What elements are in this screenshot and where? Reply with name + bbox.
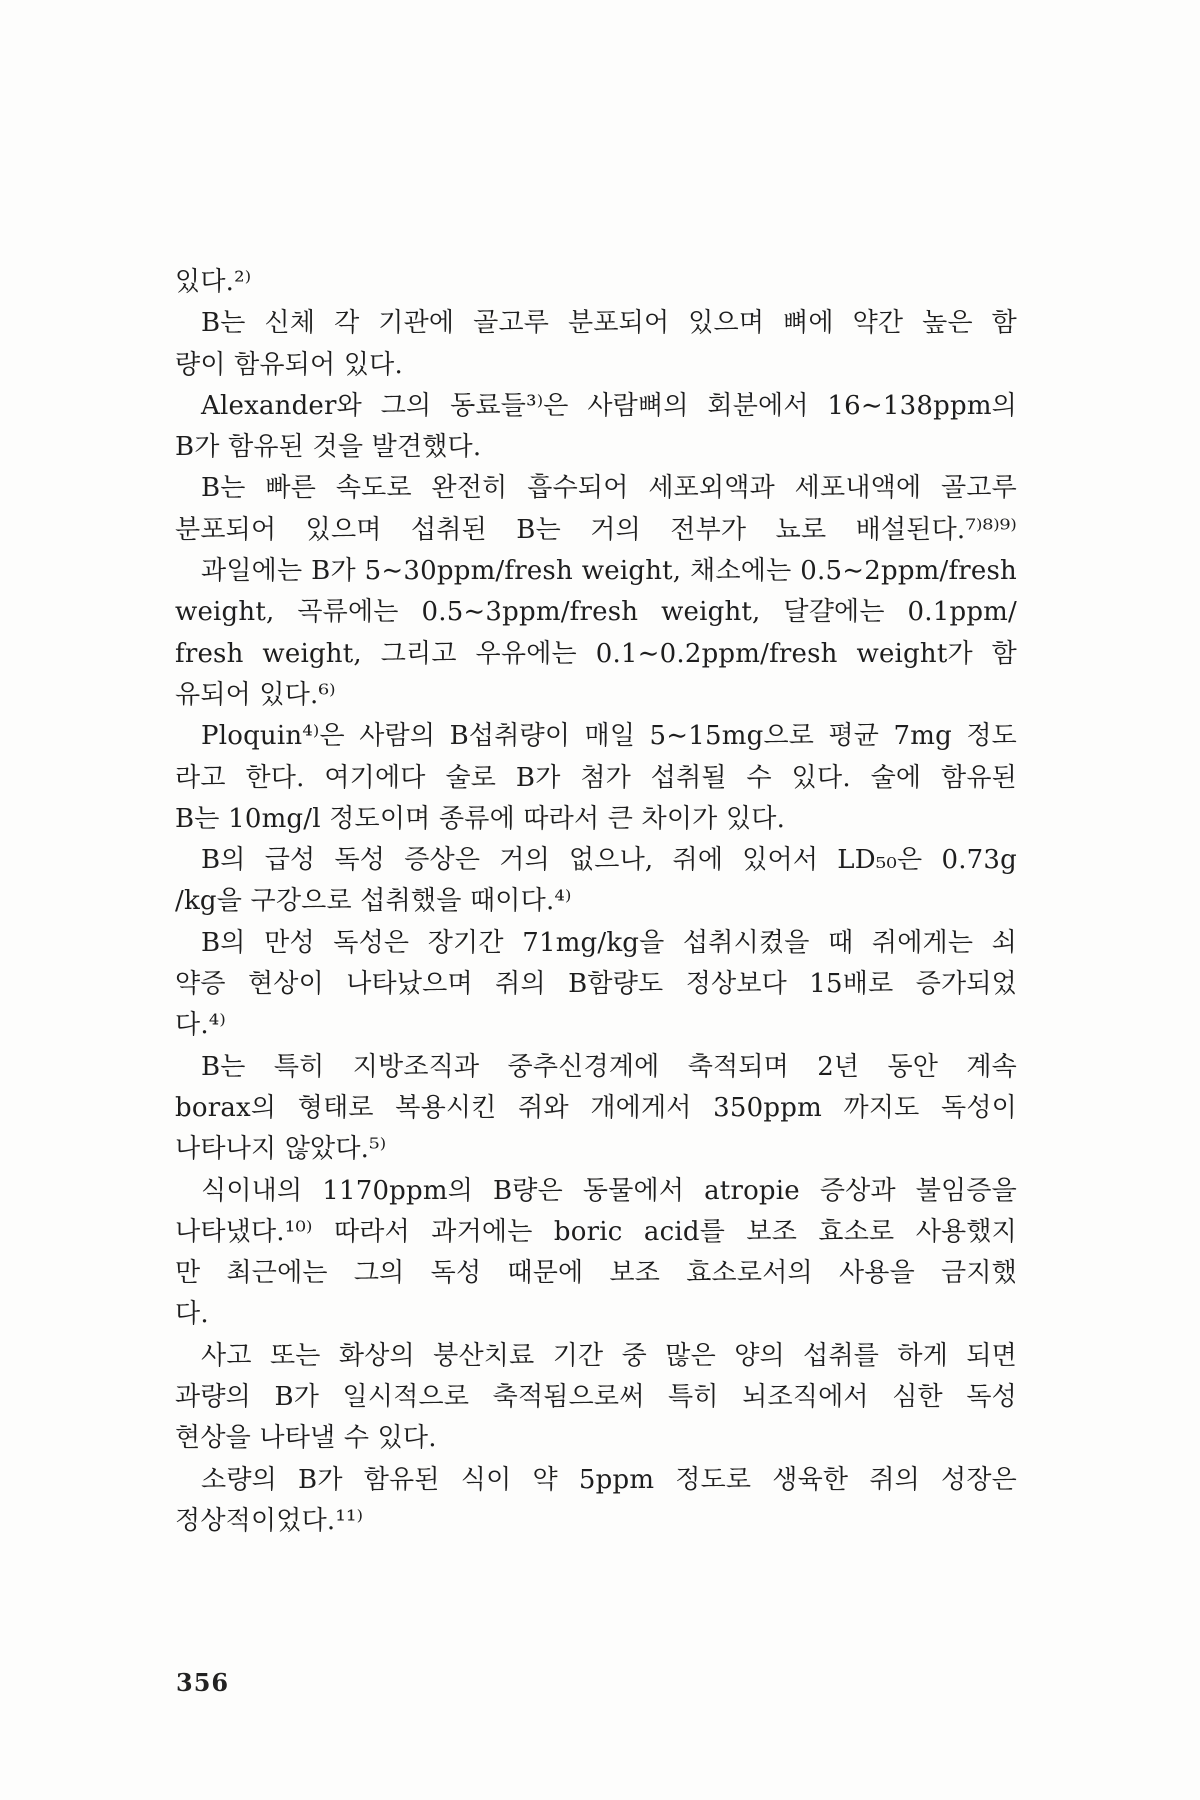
text-line: /kg을 구강으로 섭취했을 때이다.⁴⁾ xyxy=(175,886,572,917)
text-line: B의 급성 독성 증상은 거의 없으나, 쥐에 있어서 LD₅₀은 0.73g xyxy=(201,845,1017,876)
text-line: 사고 또는 화상의 붕산치료 기간 중 많은 양의 섭취를 하게 되면 xyxy=(201,1340,1017,1371)
text-line: 약증 현상이 나타났으며 쥐의 B함량도 정상보다 15배로 증가되었 xyxy=(175,969,1017,1000)
text-line: 과량의 B가 일시적으로 축적됨으로써 특히 뇌조직에서 심한 독성 xyxy=(175,1382,1017,1413)
text-line: 나타나지 않았다.⁵⁾ xyxy=(175,1134,387,1165)
text-line: B는 신체 각 기관에 골고루 분포되어 있으며 뼈에 약간 높은 함 xyxy=(201,308,1017,339)
text-line: 나타냈다.¹⁰⁾ 따라서 과거에는 boric acid를 보조 효소로 사용했지 xyxy=(175,1216,1017,1247)
text-line: 분포되어 있으며 섭취된 B는 거의 전부가 뇨로 배설된다.⁷⁾⁸⁾⁹⁾ xyxy=(175,514,1017,545)
text-line: weight, 곡류에는 0.5∼3ppm/fresh weight, 달걀에는 0.1ppm/ xyxy=(175,597,1017,628)
text-line: B가 함유된 것을 발견했다. xyxy=(175,432,482,463)
text-line: Alexander와 그의 동료들³⁾은 사람뼈의 회분에서 16∼138ppm의 xyxy=(201,390,1017,421)
text-line: B의 만성 독성은 장기간 71mg/kg을 섭취시켰을 때 쥐에게는 쇠 xyxy=(201,927,1017,958)
text-line: 식이내의 1170ppm의 B량은 동물에서 atropie 증상과 불임증을 xyxy=(201,1175,1017,1206)
text-line: 소량의 B가 함유된 식이 약 5ppm 정도로 생육한 쥐의 성장은 xyxy=(201,1464,1017,1495)
text-line: 다. xyxy=(175,1299,209,1330)
text-line: B는 10mg/l 정도이며 종류에 따라서 큰 차이가 있다. xyxy=(175,803,786,834)
text-line: fresh weight, 그리고 우유에는 0.1∼0.2ppm/fresh weight가 함 xyxy=(175,638,1017,669)
text-line: B는 빠른 속도로 완전히 흡수되어 세포외액과 세포내액에 골고루 xyxy=(201,473,1017,504)
text-line: 라고 한다. 여기에다 술로 B가 첨가 섭취될 수 있다. 술에 함유된 xyxy=(175,762,1017,793)
text-line: Ploquin⁴⁾은 사람의 B섭취량이 매일 5∼15mg으로 평균 7mg 정도 xyxy=(201,721,1017,752)
text-line: 만 최근에는 그의 독성 때문에 보조 효소로서의 사용을 금지했 xyxy=(175,1258,1017,1289)
text-line: 있다.²⁾ xyxy=(175,267,252,297)
text-line: 정상적이었다.¹¹⁾ xyxy=(175,1505,364,1536)
text-line: 다.⁴⁾ xyxy=(175,1010,226,1041)
text-line: 량이 함유되어 있다. xyxy=(175,349,403,380)
text-line: B는 특히 지방조직과 중추신경계에 축적되며 2년 동안 계속 xyxy=(201,1051,1017,1082)
text-line: borax의 형태로 복용시킨 쥐와 개에게서 350ppm 까지도 독성이 xyxy=(175,1092,1017,1123)
text-line: 과일에는 B가 5∼30ppm/fresh weight, 채소에는 0.5∼2ppm/fresh xyxy=(201,556,1017,587)
text-line: 현상을 나타낼 수 있다. xyxy=(175,1423,437,1454)
page-number: 356 xyxy=(176,1668,230,1697)
text-line: 유되어 있다.⁶⁾ xyxy=(175,679,336,710)
body-text xyxy=(175,262,1017,1542)
